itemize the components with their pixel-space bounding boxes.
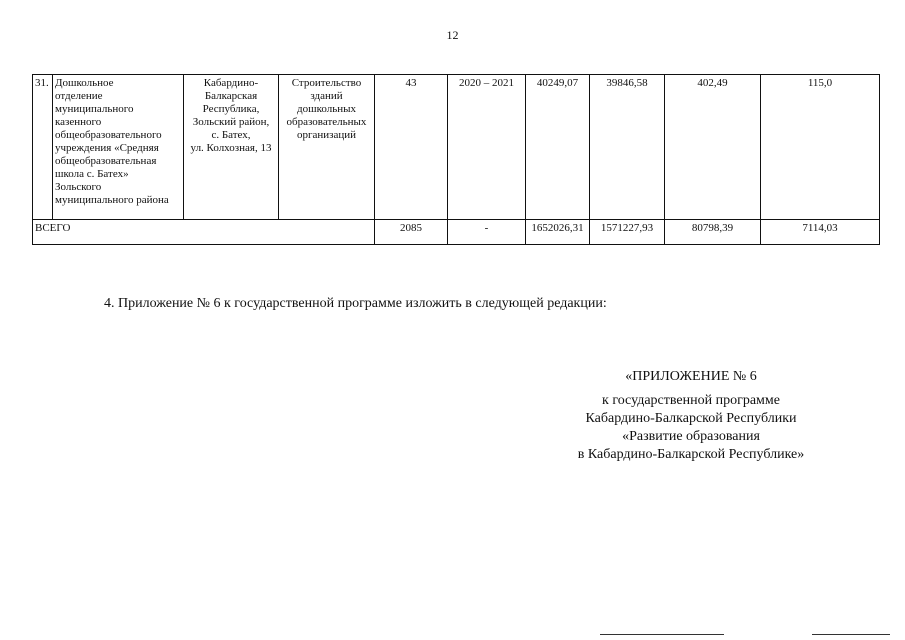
- amendment-paragraph: 4. Приложение № 6 к государственной программе изложить в следующей редакции:: [104, 296, 607, 311]
- row-number: 31.: [33, 75, 53, 220]
- federal-amount: 39846,58: [590, 75, 665, 220]
- total-period: -: [448, 220, 526, 245]
- table-row: [33, 75, 880, 220]
- grand-total-amount: 1652026,31: [526, 220, 590, 245]
- period: 2020 – 2021: [448, 75, 526, 220]
- annex-line: в Кабардино-Балкарской Республике»: [577, 447, 805, 462]
- divider: [812, 634, 890, 635]
- total-label: ВСЕГО: [33, 220, 375, 245]
- objects-table: [32, 74, 880, 245]
- object-location: Кабардино- Балкарская Республика, Зольский район, с. Батех, ул. Колхозная, 13: [184, 75, 279, 220]
- regional-amount: 402,49: [665, 75, 761, 220]
- total-row: [33, 220, 880, 245]
- capacity: 43: [375, 75, 448, 220]
- total-capacity: 2085: [375, 220, 448, 245]
- annex-heading: [520, 368, 862, 464]
- total-federal-amount: 1571227,93: [590, 220, 665, 245]
- annex-line: «Развитие образования: [622, 429, 760, 444]
- total-municipal-amount: 7114,03: [761, 220, 880, 245]
- object-name: Дошкольное отделение муниципального казенного общеобразовательного учреждения «Средняя общеобразовательная школа с. Батех» Зольского муниципального района: [53, 75, 184, 220]
- annex-line: Кабардино-Балкарской Республики: [585, 411, 797, 426]
- municipal-amount: 115,0: [761, 75, 880, 220]
- total-amount: 40249,07: [526, 75, 590, 220]
- divider: [600, 634, 724, 635]
- page-number: 12: [446, 28, 459, 42]
- annex-title: «ПРИЛОЖЕНИЕ № 6: [625, 369, 757, 384]
- work-type: Строительство зданий дошкольных образовательных организаций: [279, 75, 375, 220]
- annex-line: к государственной программе: [602, 393, 780, 408]
- total-regional-amount: 80798,39: [665, 220, 761, 245]
